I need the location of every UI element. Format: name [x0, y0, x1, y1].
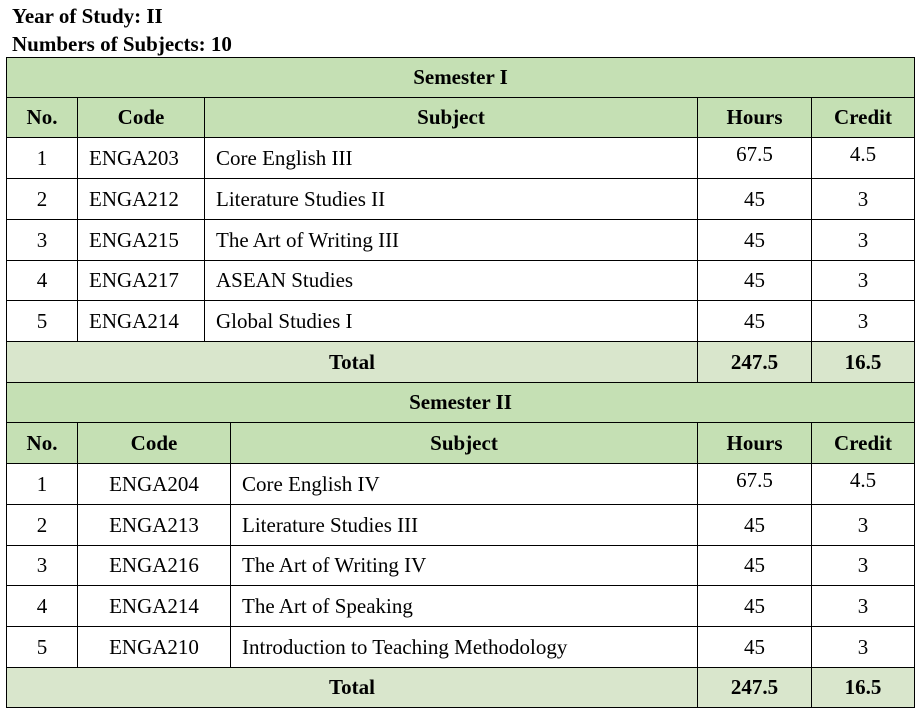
semester-title: Semester I — [7, 58, 915, 98]
row-no: 4 — [7, 261, 78, 301]
semester-2-table — [6, 382, 915, 708]
row-credit: 3 — [812, 301, 915, 342]
row-code: ENGA215 — [78, 220, 205, 261]
row-code: ENGA210 — [78, 627, 231, 668]
row-credit: 3 — [812, 220, 915, 261]
table-row — [7, 546, 915, 586]
row-no: 5 — [7, 301, 78, 342]
table-row — [7, 586, 915, 627]
row-subject: Core English IV — [231, 464, 698, 505]
row-hours: 45 — [698, 301, 812, 342]
col-header-no: No. — [7, 98, 78, 138]
col-header-subject: Subject — [205, 98, 698, 138]
row-code: ENGA214 — [78, 586, 231, 627]
row-code: ENGA204 — [78, 464, 231, 505]
row-subject: Introduction to Teaching Methodology — [231, 627, 698, 668]
total-credit: 16.5 — [812, 668, 915, 708]
row-subject: ASEAN Studies — [205, 261, 698, 301]
row-no: 1 — [7, 464, 78, 505]
row-hours: 45 — [698, 546, 812, 586]
total-hours: 247.5 — [698, 342, 812, 383]
row-hours: 67.5 — [698, 138, 812, 179]
row-credit: 3 — [812, 586, 915, 627]
semester-title: Semester II — [7, 383, 915, 423]
table-row — [7, 138, 915, 179]
row-hours: 45 — [698, 505, 812, 546]
row-hours: 67.5 — [698, 464, 812, 505]
col-header-credit: Credit — [812, 98, 915, 138]
row-credit: 4.5 — [812, 464, 915, 505]
row-subject: The Art of Writing III — [205, 220, 698, 261]
table-row — [7, 220, 915, 261]
col-header-code: Code — [78, 423, 231, 464]
row-hours: 45 — [698, 586, 812, 627]
table-row — [7, 505, 915, 546]
row-no: 1 — [7, 138, 78, 179]
row-hours: 45 — [698, 627, 812, 668]
year-of-study: Year of Study: II — [12, 4, 163, 28]
row-subject: The Art of Writing IV — [231, 546, 698, 586]
row-credit: 3 — [812, 546, 915, 586]
row-subject: Literature Studies II — [205, 179, 698, 220]
row-no: 3 — [7, 546, 78, 586]
row-code: ENGA213 — [78, 505, 231, 546]
row-no: 2 — [7, 179, 78, 220]
row-credit: 4.5 — [812, 138, 915, 179]
row-credit: 3 — [812, 261, 915, 301]
row-code: ENGA214 — [78, 301, 205, 342]
total-row — [7, 668, 915, 708]
col-header-hours: Hours — [698, 423, 812, 464]
row-code: ENGA216 — [78, 546, 231, 586]
table-row — [7, 627, 915, 668]
total-label: Total — [7, 668, 698, 708]
row-no: 2 — [7, 505, 78, 546]
total-hours: 247.5 — [698, 668, 812, 708]
row-subject: Global Studies I — [205, 301, 698, 342]
total-credit: 16.5 — [812, 342, 915, 383]
row-subject: Core English III — [205, 138, 698, 179]
row-hours: 45 — [698, 179, 812, 220]
table-row — [7, 301, 915, 342]
col-header-subject: Subject — [231, 423, 698, 464]
col-header-hours: Hours — [698, 98, 812, 138]
numbers-of-subjects: Numbers of Subjects: 10 — [12, 32, 232, 56]
row-subject: The Art of Speaking — [231, 586, 698, 627]
row-hours: 45 — [698, 261, 812, 301]
semester-1-table — [6, 57, 915, 383]
col-header-no: No. — [7, 423, 78, 464]
row-subject: Literature Studies III — [231, 505, 698, 546]
row-hours: 45 — [698, 220, 812, 261]
row-credit: 3 — [812, 179, 915, 220]
row-no: 3 — [7, 220, 78, 261]
table-row — [7, 261, 915, 301]
row-credit: 3 — [812, 505, 915, 546]
row-no: 5 — [7, 627, 78, 668]
row-code: ENGA212 — [78, 179, 205, 220]
row-code: ENGA203 — [78, 138, 205, 179]
row-code: ENGA217 — [78, 261, 205, 301]
table-row — [7, 464, 915, 505]
table-row — [7, 179, 915, 220]
col-header-credit: Credit — [812, 423, 915, 464]
col-header-code: Code — [78, 98, 205, 138]
total-label: Total — [7, 342, 698, 383]
row-no: 4 — [7, 586, 78, 627]
total-row — [7, 342, 915, 383]
row-credit: 3 — [812, 627, 915, 668]
